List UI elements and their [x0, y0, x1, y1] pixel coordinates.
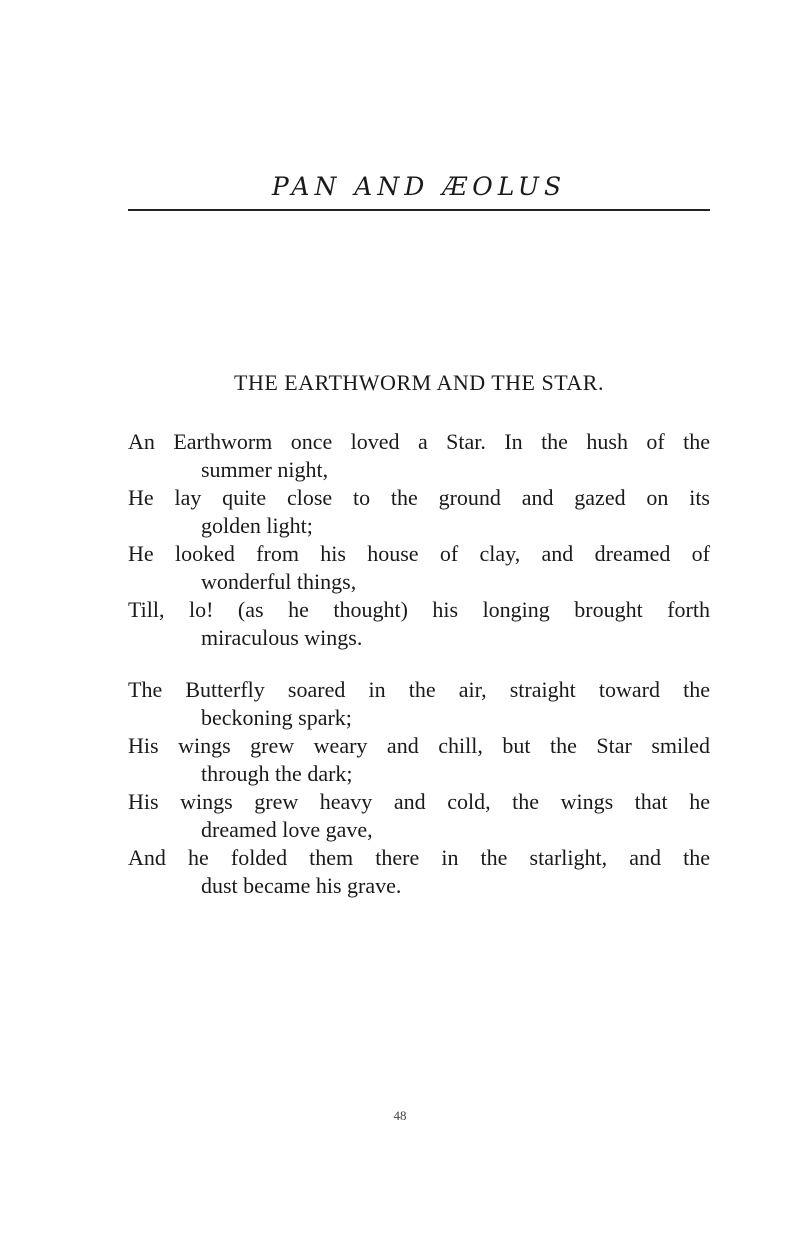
header-rule	[128, 209, 710, 211]
verse-line	[128, 676, 710, 732]
verse-line-first: His wings grew weary and chill, but the Star smiled	[128, 733, 710, 758]
page-number: 48	[393, 1108, 407, 1123]
verse-line-continuation: summer night,	[201, 457, 329, 482]
verse-line	[128, 596, 710, 652]
verse-line-first: The Butterfly soared in the air, straight toward the	[128, 677, 710, 702]
verse-line	[128, 484, 710, 540]
verse-line-first: He looked from his house of clay, and dreamed of	[128, 541, 710, 566]
verse-line	[128, 788, 710, 844]
verse-line-continuation: beckoning spark;	[201, 705, 352, 730]
verse-line-continuation: golden light;	[201, 513, 313, 538]
verse-line-first: His wings grew heavy and cold, the wings that he	[128, 789, 710, 814]
verse-line-continuation: miraculous wings.	[201, 625, 363, 650]
poem-body	[128, 428, 710, 900]
verse-line-first: And he folded them there in the starlight, and the	[128, 845, 710, 870]
verse-line	[128, 540, 710, 596]
verse-line-first: He lay quite close to the ground and gazed on its	[128, 485, 710, 510]
running-head: PAN AND ÆOLUS	[271, 172, 567, 201]
verse-line	[128, 732, 710, 788]
stanza-2	[128, 676, 710, 900]
stanza-1	[128, 428, 710, 652]
verse-line-continuation: dreamed love gave,	[201, 817, 373, 842]
verse-line-continuation: through the dark;	[201, 761, 353, 786]
verse-line-first: Till, lo! (as he thought) his longing brought forth	[128, 597, 710, 622]
verse-line-first: An Earthworm once loved a Star. In the hush of the	[128, 429, 710, 454]
verse-line-continuation: dust became his grave.	[201, 873, 402, 898]
poem-title: THE EARTHWORM AND THE STAR.	[234, 370, 604, 395]
verse-line	[128, 844, 710, 900]
verse-line-continuation: wonderful things,	[201, 569, 357, 594]
verse-line	[128, 428, 710, 484]
